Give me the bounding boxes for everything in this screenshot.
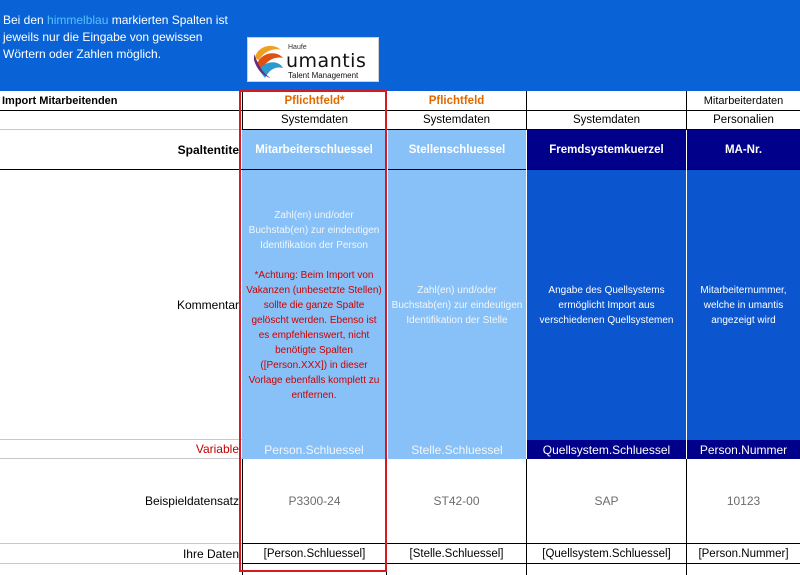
col3-your-data[interactable]: [Quellsystem.Schluessel]	[526, 544, 686, 564]
col2-comment[interactable]	[388, 169, 526, 440]
highlight-frame	[239, 90, 387, 572]
col2-variable[interactable]: Stelle.Schluessel	[388, 440, 526, 459]
col3-requirement[interactable]	[526, 91, 686, 111]
intro-highlight: himmelblau	[47, 13, 109, 27]
col2-your-data[interactable]: [Stelle.Schluessel]	[386, 544, 526, 564]
col1-example[interactable]: P3300-24	[242, 459, 386, 544]
col4-category[interactable]: Personalien	[686, 111, 800, 130]
row-label-variable[interactable]: Variable	[0, 440, 242, 459]
row-label-spaltentitel[interactable]: Spaltentite	[177, 142, 239, 157]
row-label-beispieldatensatz[interactable]: Beispieldatensatz	[0, 459, 242, 544]
col2-example[interactable]: ST42-00	[386, 459, 526, 544]
logo-tagline: Talent Management	[288, 71, 359, 80]
col1-variable[interactable]: Person.Schluessel	[242, 440, 386, 459]
col1-requirement[interactable]: Pflichtfeld*	[242, 91, 386, 111]
col2-comment-main: Zahl(en) und/oder Buchstab(en) zur eindeutigen Identifikation der Stelle	[391, 284, 523, 326]
col2-title[interactable]: Stellenschluessel	[388, 130, 526, 169]
col4-requirement[interactable]: Mitarbeiterdaten	[686, 91, 800, 111]
col4-comment[interactable]	[687, 169, 800, 440]
intro-text: Bei den himmelblau markierten Spalten ist jeweils nur die Eingabe von gewissen Wörtern oder Zahlen möglich.	[3, 13, 228, 61]
col1-title[interactable]: Mitarbeiterschluessel	[242, 130, 386, 169]
col3-example[interactable]: SAP	[526, 459, 686, 544]
col4-variable[interactable]: Person.Nummer	[687, 440, 800, 459]
col3-comment-main: Angabe des Quellsystems ermöglicht Import aus verschiedenen Quellsystemen	[539, 284, 674, 326]
col4-your-data[interactable]: [Person.Nummer]	[686, 544, 800, 564]
section-title[interactable]: Import Mitarbeitenden	[0, 91, 242, 111]
col2-category[interactable]: Systemdaten	[386, 111, 526, 130]
empty-category-label[interactable]	[0, 111, 242, 130]
col3-category[interactable]: Systemdaten	[526, 111, 686, 130]
col4-title[interactable]: MA-Nr.	[687, 130, 800, 169]
col1-comment-main: Zahl(en) und/oder Buchstab(en) zur eindeutigen Identifikation der Person	[248, 209, 380, 251]
empty-cell[interactable]	[526, 564, 686, 575]
col3-title[interactable]: Fremdsystemkuerzel	[527, 130, 686, 169]
logo-name: umantis	[286, 50, 367, 72]
empty-cell[interactable]	[686, 564, 800, 575]
umantis-logo	[247, 37, 379, 82]
col4-example[interactable]: 10123	[686, 459, 800, 544]
col1-your-data[interactable]: [Person.Schluessel]	[242, 544, 386, 564]
col2-requirement[interactable]: Pflichtfeld	[386, 91, 526, 111]
col4-comment-main: Mitarbeiternummer, welche in umantis angezeigt wird	[700, 284, 787, 326]
logo-haufe-text: Haufe	[288, 44, 307, 51]
col1-comment-note: *Achtung: Beim Import von Vakanzen (unbesetzte Stellen) sollte die ganze Spalte gelöscht werden. Ebenso ist es empfehlenswert, nicht benötigte Spalten ([Person.XXX]) in dieser Vorlage ebenfalls komplett zu entfernen.	[246, 269, 382, 401]
col3-comment[interactable]	[527, 169, 686, 440]
empty-cell[interactable]	[386, 564, 526, 575]
row-label-kommentar[interactable]: Kommentar	[0, 169, 242, 440]
row-label-ihre-daten[interactable]: Ihre Daten	[0, 544, 242, 564]
col3-variable[interactable]: Quellsystem.Schluessel	[527, 440, 686, 459]
intro-cell[interactable]	[0, 0, 242, 91]
umantis-logo-icon	[251, 40, 287, 80]
col1-category[interactable]: Systemdaten	[242, 111, 386, 130]
